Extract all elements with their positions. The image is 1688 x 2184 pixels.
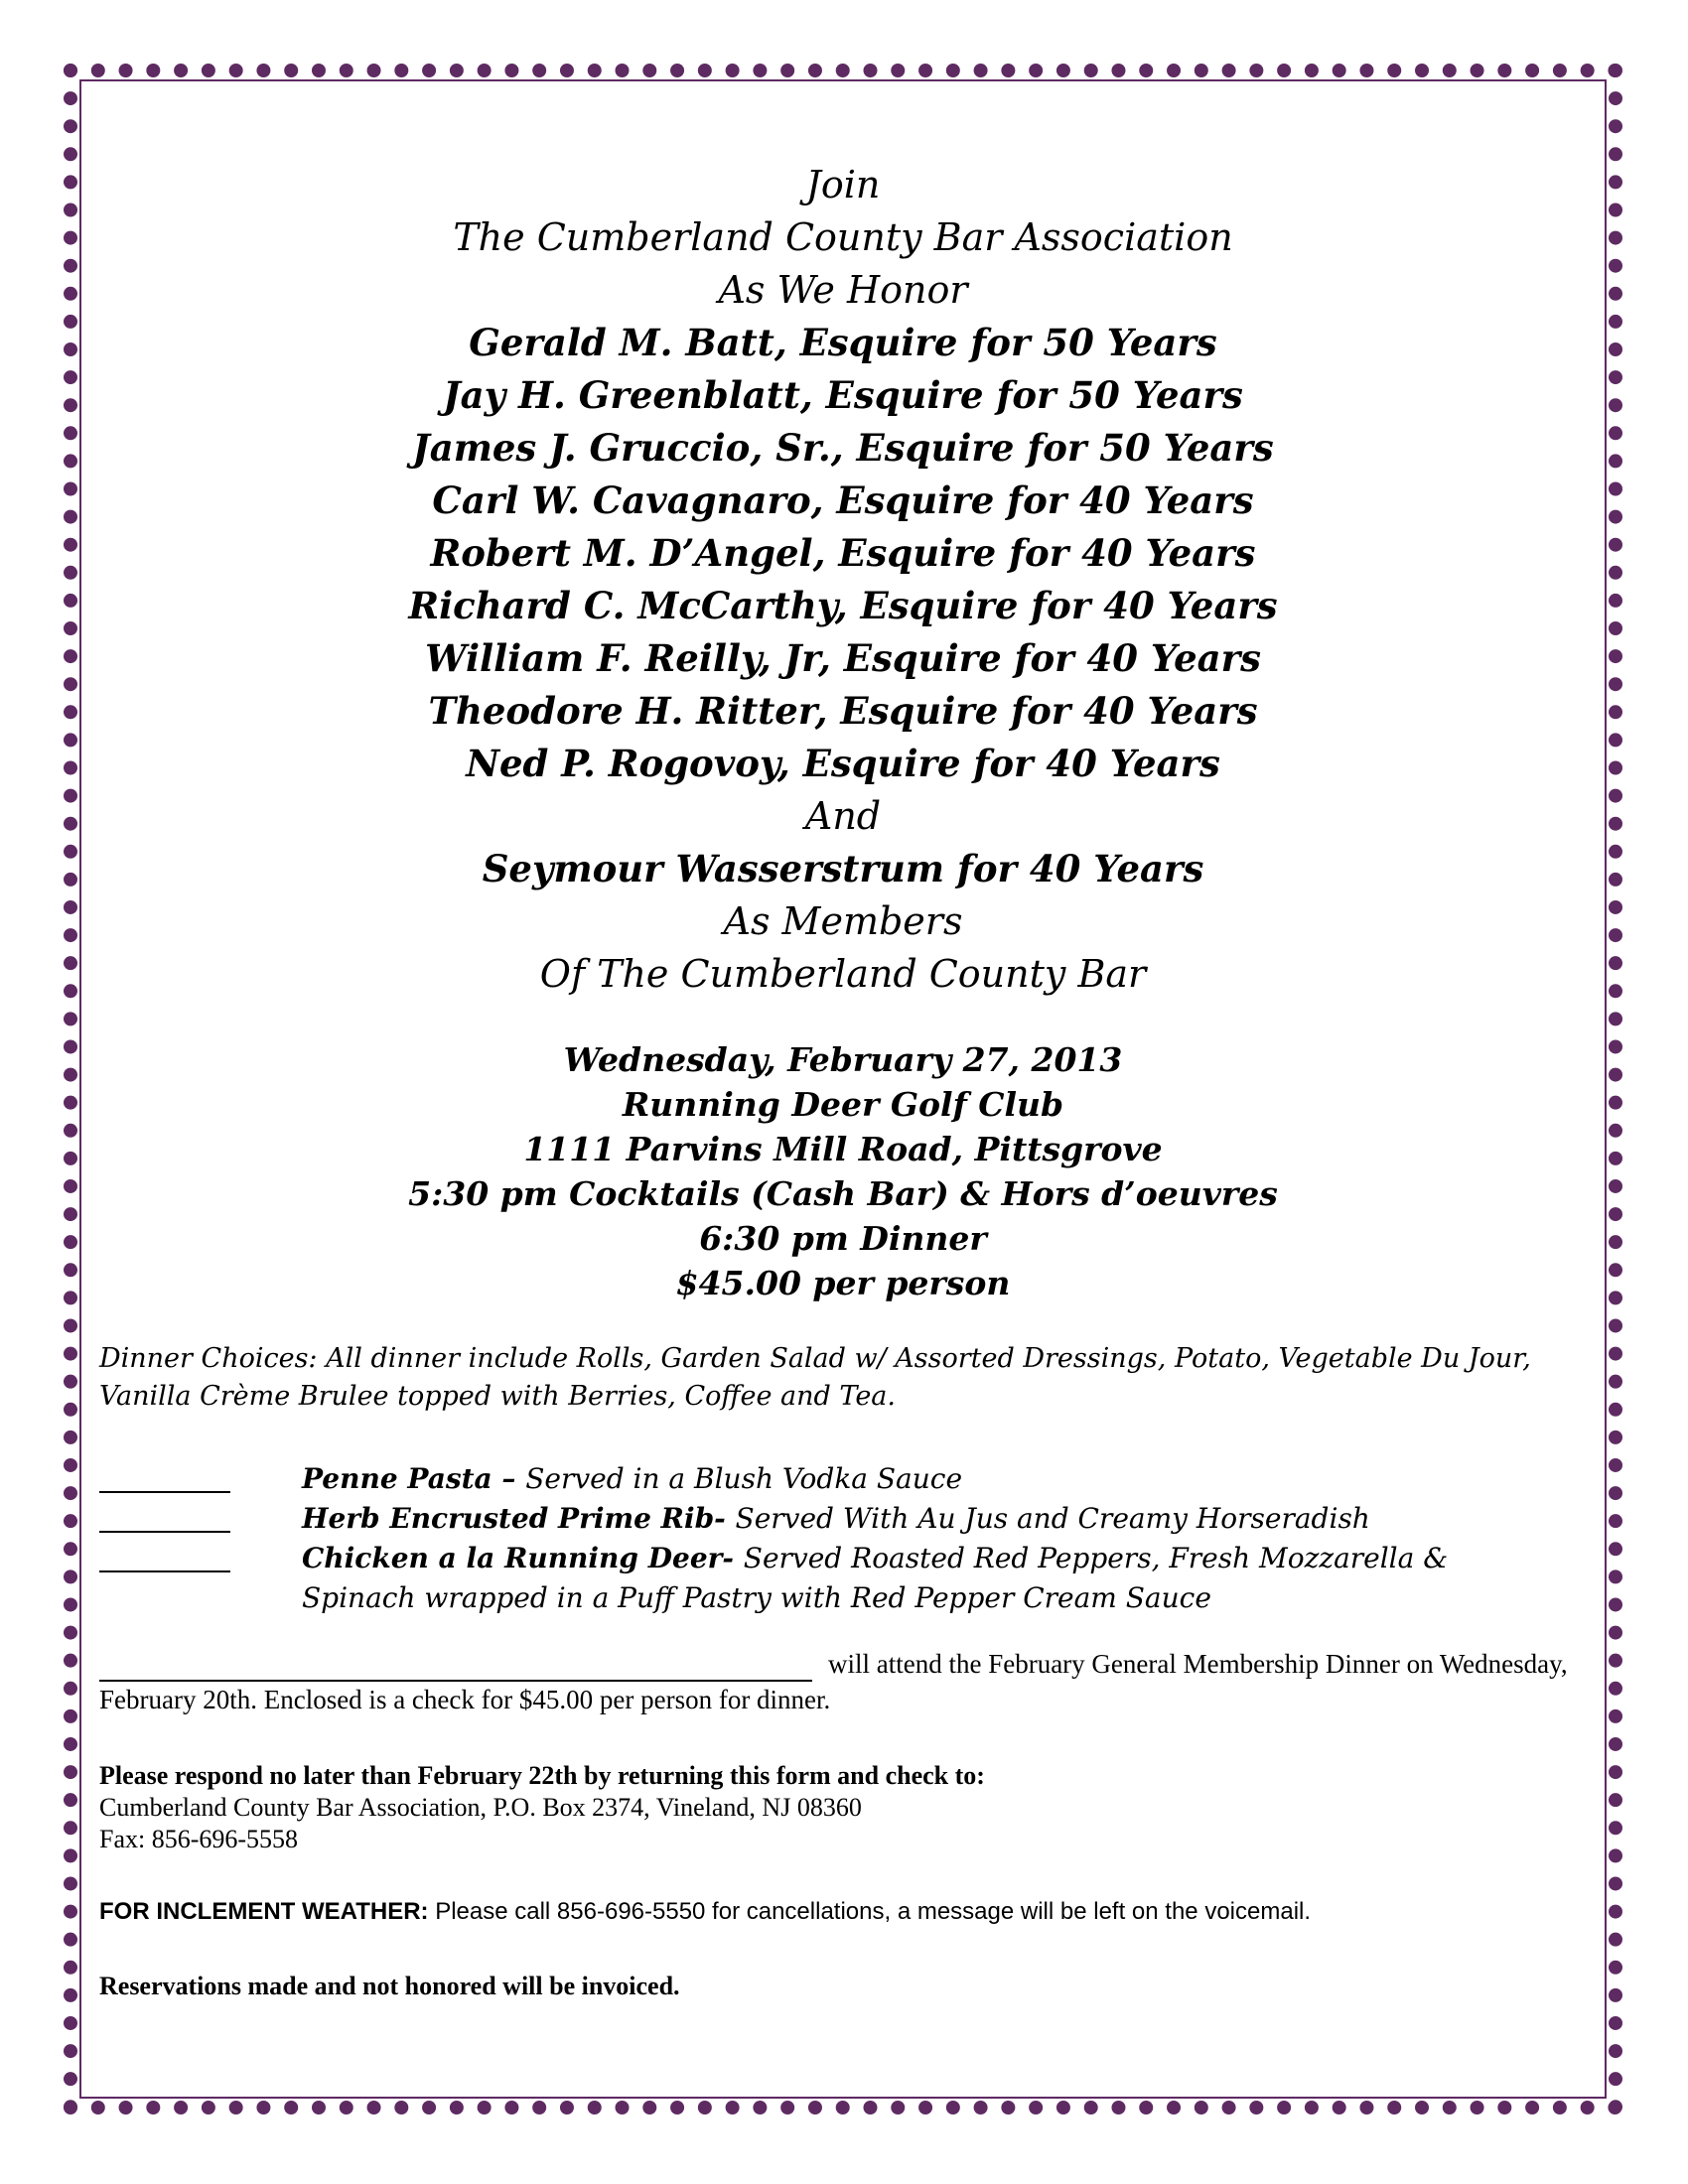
honoree: Theodore H. Ritter, Esquire for 40 Years bbox=[428, 689, 1258, 733]
choice-name: Herb Encrusted Prime Rib- bbox=[302, 1502, 736, 1535]
honoree: William F. Reilly, Jr, Esquire for 40 Years bbox=[425, 636, 1261, 680]
attendee-name-blank[interactable] bbox=[99, 1652, 812, 1682]
honoree: Gerald M. Batt, Esquire for 50 Years bbox=[469, 321, 1217, 364]
weather-text: Please call 856-696-5550 for cancellations, a message will be left on the voicemail. bbox=[428, 1898, 1312, 1925]
and-word: And bbox=[804, 794, 882, 838]
as-members: As Members bbox=[723, 899, 963, 943]
event-dinner: 6:30 pm Dinner bbox=[699, 1219, 987, 1258]
choice-blank[interactable] bbox=[99, 1501, 230, 1533]
event-cocktails: 5:30 pm Cocktails (Cash Bar) & Hors d’oeuvres bbox=[408, 1174, 1278, 1213]
honoree: Jay H. Greenblatt, Esquire for 50 Years bbox=[443, 373, 1243, 417]
choice-name: Penne Pasta – bbox=[302, 1462, 526, 1495]
event-date: Wednesday, February 27, 2013 bbox=[563, 1040, 1123, 1079]
choice-desc-continued: Spinach wrapped in a Puff Pastry with Red Pepper Cream Sauce bbox=[302, 1581, 1211, 1614]
attend-paragraph bbox=[99, 1646, 1569, 1717]
event-venue: Running Deer Golf Club bbox=[622, 1085, 1064, 1124]
respond-heading: Please respond no later than February 22th by returning this form and check to: bbox=[99, 1761, 985, 1790]
of-bar: Of The Cumberland County Bar bbox=[539, 952, 1147, 996]
respond-fax: Fax: 856-696-5558 bbox=[99, 1825, 299, 1853]
intro-association: The Cumberland County Bar Association bbox=[453, 215, 1233, 259]
honoree-last: Seymour Wasserstrum for 40 Years bbox=[482, 847, 1204, 890]
event-address: 1111 Parvins Mill Road, Pittsgrove bbox=[523, 1130, 1163, 1168]
intro-as-we-honor: As We Honor bbox=[718, 268, 968, 312]
honoree: Richard C. McCarthy, Esquire for 40 Years bbox=[408, 584, 1278, 627]
choice-blank[interactable] bbox=[99, 1461, 230, 1493]
choice-blank[interactable] bbox=[99, 1541, 230, 1572]
honoree: Ned P. Rogovoy, Esquire for 40 Years bbox=[466, 742, 1220, 785]
event-price: $45.00 per person bbox=[675, 1264, 1011, 1302]
choice-name: Chicken a la Running Deer- bbox=[302, 1542, 744, 1574]
attend-text: will attend the February General Membership Dinner on Wednesday, February 20th. Enclosed is a check for $45.00 per person for dinner. bbox=[99, 1649, 1568, 1714]
choice-desc: Served Roasted Red Peppers, Fresh Mozzarella & bbox=[743, 1542, 1449, 1574]
honoree: James J. Gruccio, Sr., Esquire for 50 Years bbox=[412, 426, 1274, 470]
weather-notice bbox=[99, 1896, 1569, 1928]
dinner-choices-intro: Dinner Choices: All dinner include Rolls, Garden Salad w/ Assorted Dressings, Potato, Vegetable Du Jour, Vanilla Crème Brulee topped with Berries, Coffee and Tea. bbox=[99, 1343, 1531, 1412]
honoree: Carl W. Cavagnaro, Esquire for 40 Years bbox=[432, 478, 1254, 522]
choice-desc: Served in a Blush Vodka Sauce bbox=[525, 1462, 963, 1495]
reservations-notice: Reservations made and not honored will be invoiced. bbox=[99, 1972, 680, 2000]
honoree: Robert M. D’Angel, Esquire for 40 Years bbox=[430, 531, 1256, 575]
weather-label: FOR INCLEMENT WEATHER: bbox=[99, 1898, 429, 1925]
respond-address: Cumberland County Bar Association, P.O. Box 2374, Vineland, NJ 08360 bbox=[99, 1793, 862, 1822]
choice-desc: Served With Au Jus and Creamy Horseradish bbox=[735, 1502, 1370, 1535]
respond-block bbox=[99, 1760, 1569, 1855]
intro-join: Join bbox=[805, 163, 881, 206]
